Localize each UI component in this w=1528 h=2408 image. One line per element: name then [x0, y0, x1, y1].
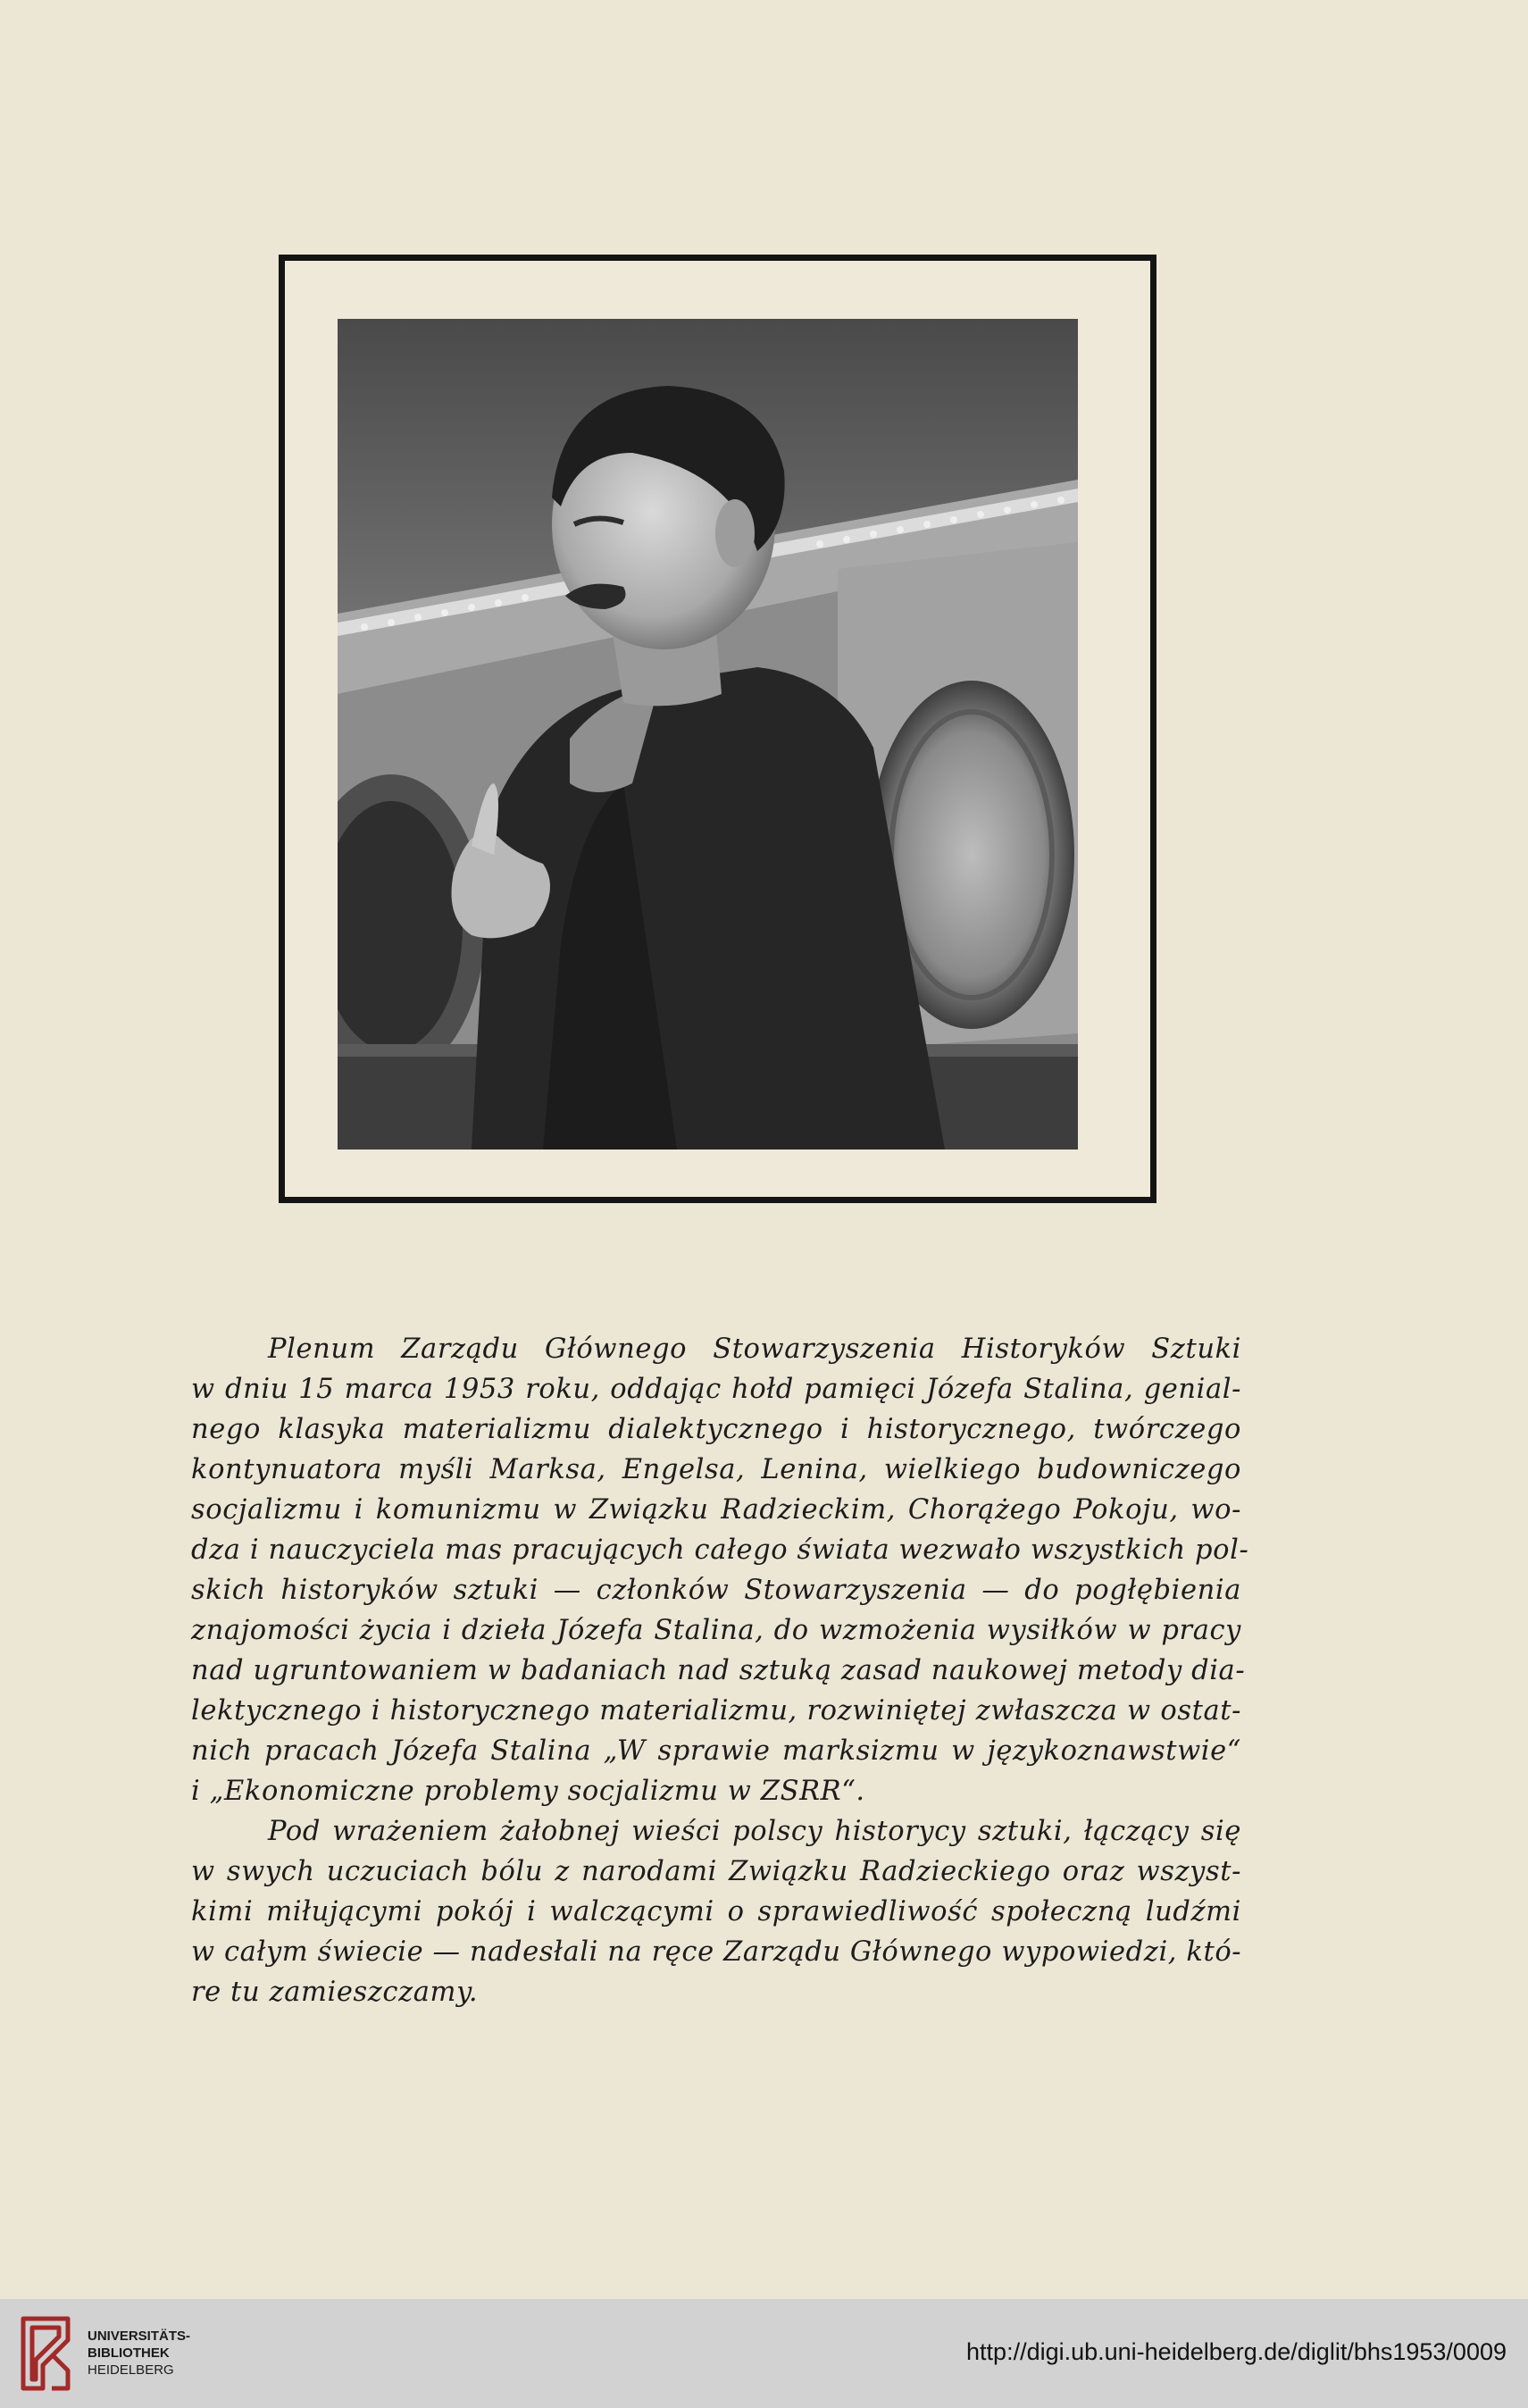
text-line: w całym świecie — nadesłali na ręce Zarządu Głównego wypowiedzi, któ-: [191, 1936, 1242, 1968]
text-line: w swych uczuciach bólu z narodami Związku Radzieckiego oraz wszyst-: [191, 1856, 1241, 1887]
text-line: skich historyków sztuki — członków Stowarzyszenia — do pogłębienia: [191, 1575, 1241, 1606]
text-line: Pod wrażeniem żałobnej wieści polscy historycy sztuki, łączący się: [268, 1816, 1241, 1847]
text-line: dza i nauczyciela mas pracujących całego świata wezwało wszystkich pol-: [191, 1534, 1249, 1566]
text-line: kimi miłującymi pokój i walczącymi o sprawiedliwość społeczną ludźmi: [191, 1896, 1241, 1927]
body-text: [191, 1329, 1249, 2012]
text-line: re tu zamieszczamy.: [191, 1977, 479, 2008]
text-line: nad ugruntowaniem w badaniach nad sztuką zasad naukowej metody dia-: [191, 1655, 1246, 1686]
source-url-link[interactable]: http://digi.ub.uni-heidelberg.de/diglit/bhs1953/0009: [966, 2338, 1507, 2365]
text-line: Plenum Zarządu Głównego Stowarzyszenia Historyków Sztuki: [268, 1334, 1241, 1365]
text-line: kontynuatora myśli Marksa, Engelsa, Lenina, wielkiego budowniczego: [191, 1454, 1241, 1485]
text-line: i „Ekonomiczne problemy socjalizmu w ZSRR“.: [191, 1776, 865, 1807]
library-name-line: HEIDELBERG: [88, 2362, 174, 2378]
text-line: nego klasyka materializmu dialektycznego i historycznego, twórczego: [191, 1414, 1241, 1445]
portrait-photograph: [338, 319, 1078, 1150]
text-line: socjalizmu i komunizmu w Związku Radzieckim, Chorążego Pokoju, wo-: [191, 1494, 1241, 1526]
text-line: nich pracach Józefa Stalina „W sprawie marksizmu w językoznawstwie“: [191, 1735, 1241, 1767]
library-name-line: BIBLIOTHEK: [88, 2345, 170, 2361]
digitization-footer: [0, 2299, 1528, 2408]
university-library-logo-icon: [16, 2313, 75, 2394]
paragraph-2: [191, 1811, 1241, 2012]
paragraph-1: [191, 1329, 1249, 1811]
library-name: [88, 2328, 190, 2379]
text-line: w dniu 15 marca 1953 roku, oddając hołd pamięci Józefa Stalina, genial-: [191, 1374, 1241, 1405]
library-name-line: UNIVERSITÄTS-: [88, 2329, 191, 2344]
text-line: znajomości życia i dzieła Józefa Stalina, do wzmożenia wysiłków w pracy: [191, 1615, 1241, 1646]
text-line: lektycznego i historycznego materializmu, rozwiniętej zwłaszcza w ostat-: [191, 1695, 1241, 1727]
